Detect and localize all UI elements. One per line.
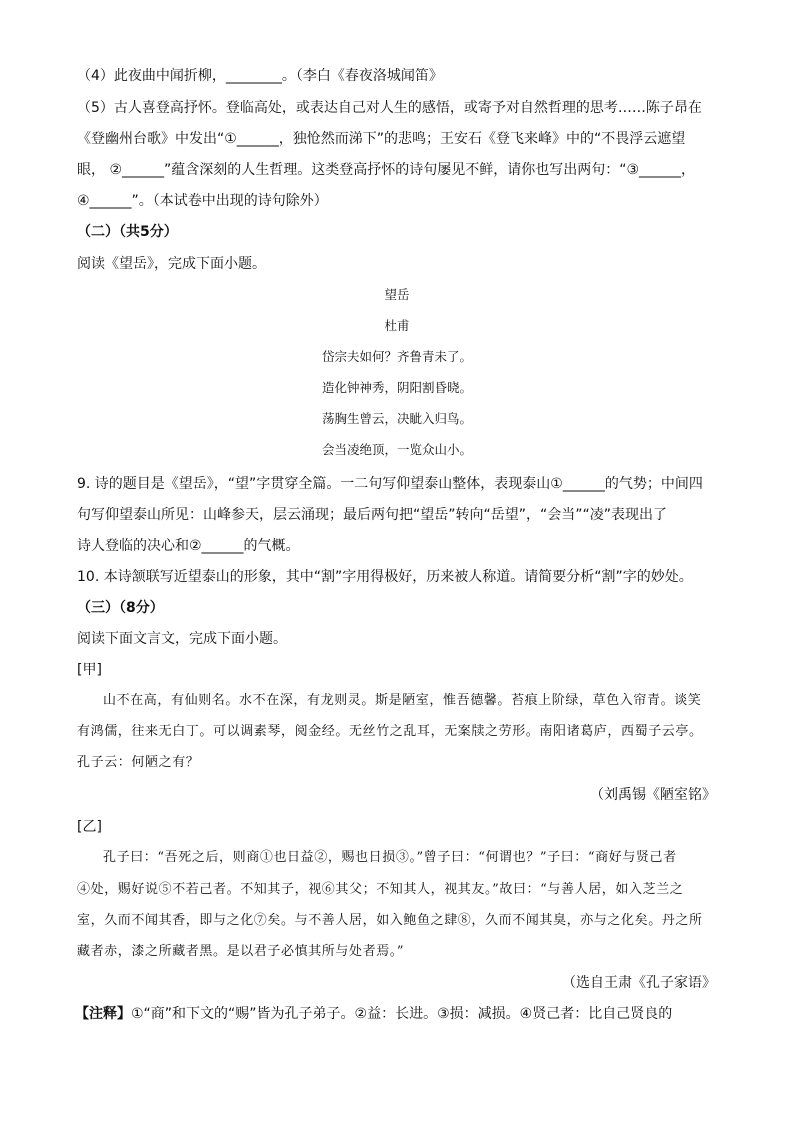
- poem-line: 荡胸生曾云，决眦入归鸟。: [321, 411, 472, 426]
- question-5-line-4: ④______”。（本试卷中出现的诗句除外）: [77, 193, 328, 209]
- poem-line: 造化钟神秀，阴阳割昏晓。: [321, 380, 472, 395]
- poem-title: 望岳: [384, 287, 410, 302]
- passage-yi-line: 藏者赤，漆之所藏者黑。是以君子必慎其所与处者焉。”: [77, 944, 405, 959]
- passage-yi-label: [乙]: [77, 819, 102, 835]
- passage-jia-line: 山不在高，有仙则名。水不在深，有龙则灵。斯是陋室，惟吾德馨。苔痕上阶绿，草色入帘青。谈笑: [103, 693, 702, 708]
- annotation: [75, 1004, 672, 1024]
- question-5-line-1: （5）古人喜登高抒怀。登临高处，或表达自己对人生的感悟，或寄予对自然哲理的思考……陈子昂在: [77, 100, 702, 116]
- section-2-heading: （二）（共5分）: [77, 224, 178, 240]
- question-10: 10. 本诗颔联写近望泰山的形象，其中“割”字用得极好，历来被人称道。请简要分析“割”字的妙处。: [77, 569, 693, 585]
- section-2-intro: 阅读《望岳》，完成下面小题。: [77, 256, 266, 272]
- passage-jia-line: 孔子云：何陋之有？: [77, 755, 200, 770]
- poem-line: 岱宗夫如何？齐鲁青未了。: [321, 349, 472, 364]
- section-3-heading: （三）（8分）: [77, 600, 164, 616]
- passage-jia-source: （刘禹锡《陋室铭》: [590, 787, 716, 803]
- passage-yi-line: 室，久而不闻其香，即与之化⑦矣。与不善人居，如入鲍鱼之肆⑧，久而不闻其臭，亦与之化矣。丹之所: [77, 913, 703, 928]
- question-9-line-2: 句写仰望泰山所见：山峰参天，层云涌现；最后两句把“望岳”转向“岳望”，“会当”“凌”表现出了: [77, 507, 668, 523]
- poem-author: 杜甫: [384, 318, 410, 333]
- annotation-heading: 【注释】: [75, 1006, 131, 1022]
- passage-yi-source: （选自王肃《孔子家语》: [562, 975, 716, 991]
- poem-line: 会当凌绝顶，一览众山小。: [321, 442, 472, 457]
- question-4: （4）此夜曲中闻折柳，________。（李白《春夜洛城闻笛》: [77, 68, 443, 84]
- passage-yi-line: ④处，赐好说⑤不若己者。不知其子，视⑥其父；不知其人，视其友。”故曰：“与善人居，如入芝兰之: [77, 882, 684, 897]
- question-9-line-1: 9. 诗的题目是《望岳》，“望”字贯穿全篇。一二句写仰望泰山整体，表现泰山①______的气势；中间四: [77, 476, 703, 492]
- passage-jia-label: [甲]: [77, 662, 102, 678]
- passage-yi-line: 孔子曰：“吾死之后，则商①也日益②，赐也日损③。”曾子曰：“何谓也？”子曰：“商好与贤己者: [103, 850, 677, 865]
- annotation-text: ①“商”和下文的“赐”皆为孔子弟子。②益：长进。③损：减损。④贤己者：比自己贤良的: [131, 1006, 673, 1022]
- section-3-intro: 阅读下面文言文，完成下面小题。: [77, 631, 287, 647]
- passage-jia-line: 有鸿儒，往来无白丁。可以调素琴，阅金经。无丝竹之乱耳，无案牍之劳形。南阳诸葛庐，西蜀子云亭。: [77, 724, 703, 739]
- question-9-line-3: 诗人登临的决心和②______的气概。: [77, 538, 300, 554]
- question-5-line-3: 眼， ②______”蕴含深刻的人生哲理。这类登高抒怀的诗句屡见不鲜，请你也写出两句：“③______，: [77, 162, 696, 178]
- question-5-line-2: 《登幽州台歌》中发出“①______，独怆然而涕下”的悲鸣；王安石《登飞来峰》中的“不畏浮云遮望: [77, 131, 686, 147]
